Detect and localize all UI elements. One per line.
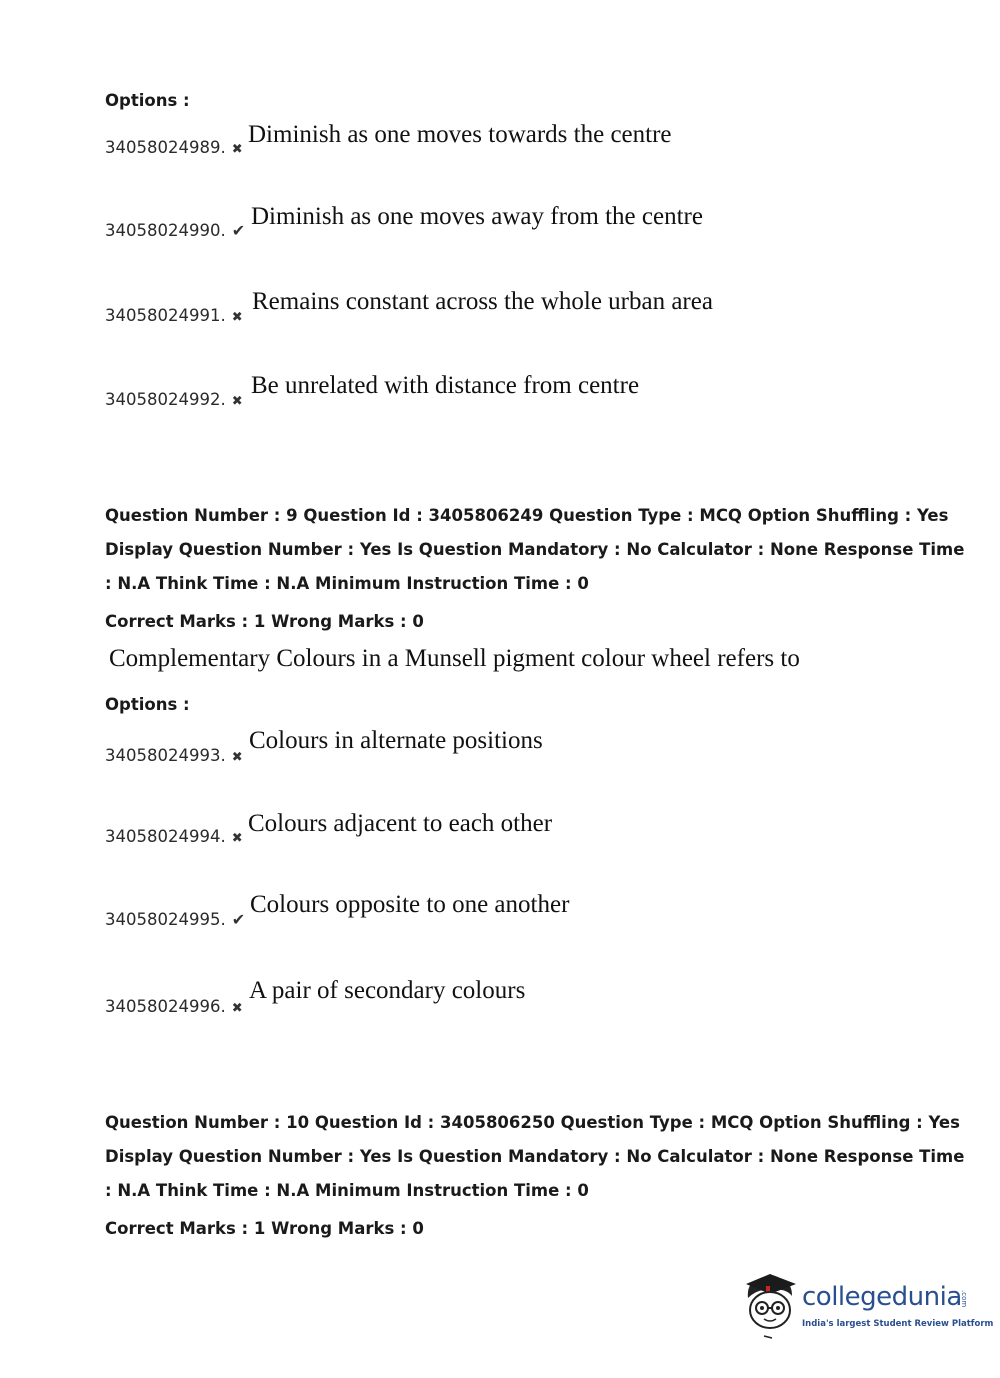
option-number: 34058024993. (105, 746, 226, 765)
option-number: 34058024989. (105, 138, 226, 157)
option-text: Diminish as one moves away from the centre (251, 203, 703, 230)
option-number: 34058024996. (105, 997, 226, 1016)
option-number: 34058024992. (105, 390, 226, 409)
question-meta-line: Display Question Number : Yes Is Question Mandatory : No Calculator : None Response Time (105, 1147, 965, 1166)
question-meta-line: Question Number : 9 Question Id : 3405806249 Question Type : MCQ Option Shuffling : Yes (105, 506, 949, 525)
options-label: Options : (105, 695, 190, 714)
question-meta-line: : N.A Think Time : N.A Minimum Instruction Time : 0 (105, 1181, 589, 1200)
cross-icon: ✖ (231, 142, 243, 157)
option-number: 34058024994. (105, 827, 226, 846)
cross-icon: ✖ (231, 831, 243, 846)
logo-tagline: India's largest Student Review Platform (802, 1319, 994, 1329)
question-meta (105, 1106, 964, 1208)
question-meta-line: : N.A Think Time : N.A Minimum Instruction Time : 0 (105, 574, 589, 593)
option-text: Diminish as one moves towards the centre (248, 121, 672, 148)
option-id (105, 306, 243, 325)
option-text: A pair of secondary colours (249, 977, 526, 1004)
option-text: Colours in alternate positions (249, 727, 543, 754)
cross-icon: ✖ (231, 310, 243, 325)
question-meta-line: Display Question Number : Yes Is Question Mandatory : No Calculator : None Response Time (105, 540, 965, 559)
logo-suffix: .com (960, 1290, 968, 1308)
question-text: Complementary Colours in a Munsell pigment colour wheel refers to (109, 645, 800, 672)
option-id (105, 910, 245, 929)
check-icon: ✔ (231, 221, 246, 240)
option-number: 34058024990. (105, 221, 226, 240)
option-id (105, 746, 243, 765)
question-marks: Correct Marks : 1 Wrong Marks : 0 (105, 612, 424, 631)
question-marks: Correct Marks : 1 Wrong Marks : 0 (105, 1219, 424, 1238)
option-id (105, 221, 245, 240)
question-meta (105, 499, 964, 601)
cross-icon: ✖ (231, 1001, 243, 1016)
option-text: Colours adjacent to each other (248, 810, 553, 837)
mascot-icon (742, 1272, 800, 1342)
option-id (105, 390, 243, 409)
option-id (105, 997, 243, 1016)
cross-icon: ✖ (231, 750, 243, 765)
option-text: Remains constant across the whole urban area (252, 288, 713, 315)
question-meta-line: Question Number : 10 Question Id : 3405806250 Question Type : MCQ Option Shuffling : Yes (105, 1113, 960, 1132)
option-number: 34058024995. (105, 910, 226, 929)
check-icon: ✔ (231, 910, 246, 929)
option-id (105, 138, 243, 157)
cross-icon: ✖ (231, 394, 243, 409)
option-number: 34058024991. (105, 306, 226, 325)
option-text: Be unrelated with distance from centre (251, 372, 640, 399)
logo-name: collegedunia (802, 1282, 962, 1312)
collegedunia-logo (742, 1272, 994, 1342)
option-id (105, 827, 243, 846)
option-text: Colours opposite to one another (250, 891, 570, 918)
options-label: Options : (105, 91, 190, 110)
